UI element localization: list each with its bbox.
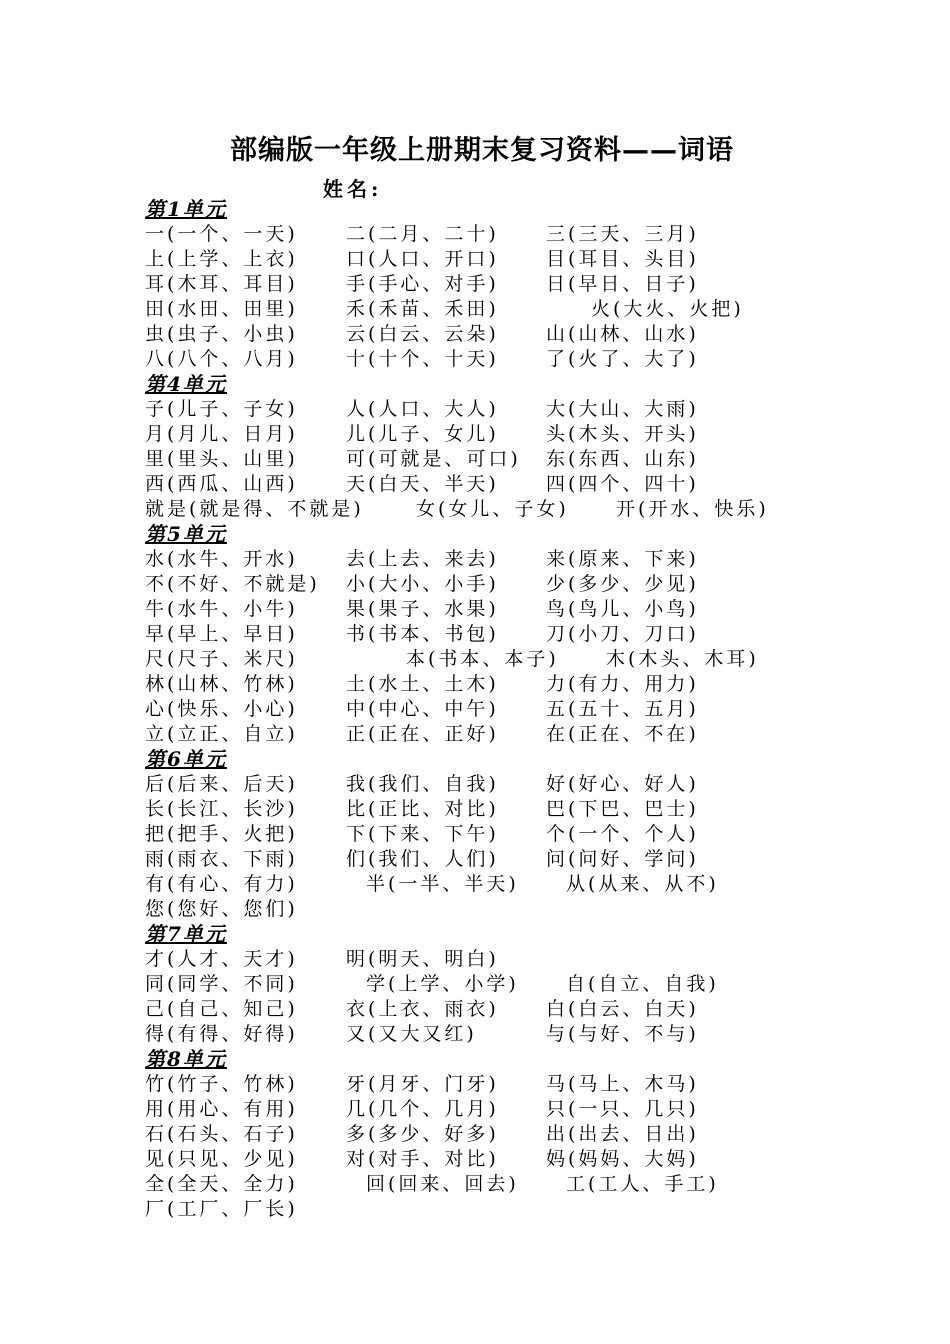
word-entry: 鸟(鸟儿、小鸟) [546, 598, 699, 620]
word-entry: 头(木头、开头) [546, 423, 699, 445]
word-row [145, 1172, 925, 1197]
word-entry: 半(一半、半天) [366, 873, 519, 895]
word-row [145, 1147, 925, 1172]
word-entry: 一(一个、一天) [145, 223, 298, 245]
word-entry: 见(只见、少见) [145, 1148, 298, 1170]
document-title: 部编版一年级上册期末复习资料——词语 [230, 135, 734, 166]
word-entry: 比(正比、对比) [346, 798, 499, 820]
word-row [145, 272, 925, 297]
word-entry: 学(上学、小学) [366, 973, 519, 995]
word-entry: 对(对手、对比) [346, 1148, 499, 1170]
word-entry: 五(五十、五月) [546, 698, 699, 720]
word-entry: 火(大火、火把) [591, 298, 744, 320]
word-entry: 回(回来、回去) [366, 1173, 519, 1195]
word-row [145, 797, 925, 822]
word-entry: 们(我们、人们) [346, 848, 499, 870]
word-row [145, 572, 925, 597]
word-row [145, 1072, 925, 1097]
word-entry: 自(自立、自我) [566, 973, 719, 995]
word-entry: 从(从来、从不) [566, 873, 719, 895]
word-entry: 后(后来、后天) [145, 773, 298, 795]
word-entry: 女(女儿、子女) [416, 498, 569, 520]
word-entry: 妈(妈妈、大妈) [546, 1148, 699, 1170]
word-entry: 开(开水、快乐) [616, 498, 769, 520]
word-entry: 只(一只、几只) [546, 1098, 699, 1120]
word-entry: 了(火了、大了) [546, 348, 699, 370]
unit-heading: 第8单元 [145, 1047, 227, 1071]
word-entry: 口(人口、开口) [346, 248, 499, 270]
word-entry: 好(好心、好人) [546, 773, 699, 795]
word-row [145, 897, 925, 922]
word-entry: 大(大山、大雨) [546, 398, 699, 420]
word-entry: 子(儿子、子女) [145, 398, 298, 420]
word-entry: 山(山林、山水) [546, 323, 699, 345]
word-entry: 西(西瓜、山西) [145, 473, 298, 495]
word-entry: 我(我们、自我) [346, 773, 499, 795]
word-row [145, 672, 925, 697]
word-entry: 石(石头、石子) [145, 1123, 298, 1145]
word-row [145, 822, 925, 847]
word-entry: 与(与好、不与) [546, 1023, 699, 1045]
word-entry: 早(早上、早日) [145, 623, 298, 645]
word-entry: 田(水田、田里) [145, 298, 298, 320]
word-entry: 牙(月牙、门牙) [346, 1073, 499, 1095]
word-row [145, 447, 925, 472]
word-row [145, 247, 925, 272]
word-entry: 本(书本、本子) [406, 648, 559, 670]
word-entry: 力(有力、用力) [546, 673, 699, 695]
word-entry: 竹(竹子、竹林) [145, 1073, 298, 1095]
word-row [145, 872, 925, 897]
word-entry: 白(白云、白天) [546, 998, 699, 1020]
word-entry: 用(用心、有用) [145, 1098, 298, 1120]
word-entry: 又(又大又红) [346, 1023, 477, 1045]
word-entry: 二(二月、二十) [346, 223, 499, 245]
word-entry: 巴(下巴、巴士) [546, 798, 699, 820]
word-entry: 虫(虫子、小虫) [145, 323, 298, 345]
word-entry: 里(里头、山里) [145, 448, 298, 470]
word-row [145, 722, 925, 747]
word-entry: 明(明天、明白) [346, 948, 499, 970]
word-entry: 心(快乐、小心) [145, 698, 298, 720]
word-entry: 衣(上衣、雨衣) [346, 998, 499, 1020]
word-entry: 果(果子、水果) [346, 598, 499, 620]
word-row [145, 1197, 925, 1222]
word-entry: 把(把手、火把) [145, 823, 298, 845]
word-row [145, 397, 925, 422]
name-label: 姓名: [323, 177, 383, 201]
word-entry: 目(耳目、头目) [546, 248, 699, 270]
word-row [145, 972, 925, 997]
unit-heading: 第5单元 [145, 522, 227, 546]
word-row [145, 472, 925, 497]
word-entry: 木(木头、木耳) [606, 648, 759, 670]
word-entry: 同(同学、不同) [145, 973, 298, 995]
word-entry: 马(马上、木马) [546, 1073, 699, 1095]
word-entry: 东(东西、山东) [546, 448, 699, 470]
word-entry: 出(出去、日出) [546, 1123, 699, 1145]
word-entry: 中(中心、中午) [346, 698, 499, 720]
word-entry: 得(有得、好得) [145, 1023, 298, 1045]
word-entry: 雨(雨衣、下雨) [145, 848, 298, 870]
word-entry: 尺(尺子、米尺) [145, 648, 298, 670]
word-entry: 人(人口、大人) [346, 398, 499, 420]
word-entry: 书(书本、书包) [346, 623, 499, 645]
word-row [145, 597, 925, 622]
vocabulary-list [145, 197, 925, 1222]
word-entry: 云(白云、云朵) [346, 323, 499, 345]
word-entry: 水(水牛、开水) [145, 548, 298, 570]
word-row [145, 547, 925, 572]
word-entry: 下(下来、下午) [346, 823, 499, 845]
unit-heading: 第1单元 [145, 197, 227, 221]
word-entry: 就是(就是得、不就是) [145, 498, 364, 520]
word-row [145, 347, 925, 372]
word-entry: 林(山林、竹林) [145, 673, 298, 695]
word-entry: 工(工人、手工) [566, 1173, 719, 1195]
word-entry: 个(一个、个人) [546, 823, 699, 845]
word-entry: 立(立正、自立) [145, 723, 298, 745]
word-entry: 可(可就是、可口) [346, 448, 521, 470]
word-entry: 厂(工厂、厂长) [145, 1198, 298, 1220]
word-entry: 儿(儿子、女儿) [346, 423, 499, 445]
word-entry: 几(几个、几月) [346, 1098, 499, 1120]
word-entry: 多(多少、好多) [346, 1123, 499, 1145]
word-entry: 在(正在、不在) [546, 723, 699, 745]
word-entry: 问(问好、学问) [546, 848, 699, 870]
word-row [145, 1097, 925, 1122]
word-entry: 四(四个、四十) [546, 473, 699, 495]
word-row [145, 322, 925, 347]
word-entry: 日(早日、日子) [546, 273, 699, 295]
word-entry: 三(三天、三月) [546, 223, 699, 245]
word-row [145, 497, 925, 522]
word-entry: 来(原来、下来) [546, 548, 699, 570]
word-row [145, 772, 925, 797]
word-entry: 小(大小、小手) [346, 573, 499, 595]
word-entry: 牛(水牛、小牛) [145, 598, 298, 620]
word-entry: 天(白天、半天) [346, 473, 499, 495]
word-row [145, 1122, 925, 1147]
word-entry: 月(月儿、日月) [145, 423, 298, 445]
word-entry: 己(自己、知己) [145, 998, 298, 1020]
word-row [145, 1022, 925, 1047]
word-row [145, 997, 925, 1022]
word-entry: 少(多少、少见) [546, 573, 699, 595]
word-entry: 上(上学、上衣) [145, 248, 298, 270]
word-row [145, 297, 925, 322]
word-entry: 有(有心、有力) [145, 873, 298, 895]
unit-heading: 第7单元 [145, 922, 227, 946]
word-row [145, 622, 925, 647]
unit-heading: 第4单元 [145, 372, 227, 396]
word-entry: 长(长江、长沙) [145, 798, 298, 820]
word-row [145, 697, 925, 722]
word-entry: 不(不好、不就是) [145, 573, 320, 595]
word-entry: 八(八个、八月) [145, 348, 298, 370]
word-entry: 去(上去、来去) [346, 548, 499, 570]
word-entry: 全(全天、全力) [145, 1173, 298, 1195]
word-row [145, 947, 925, 972]
word-row [145, 422, 925, 447]
word-entry: 刀(小刀、刀口) [546, 623, 699, 645]
word-entry: 土(水土、土木) [346, 673, 499, 695]
word-row [145, 222, 925, 247]
word-entry: 禾(禾苗、禾田) [346, 298, 499, 320]
word-entry: 正(正在、正好) [346, 723, 499, 745]
unit-heading: 第6单元 [145, 747, 227, 771]
word-entry: 十(十个、十天) [346, 348, 499, 370]
word-row [145, 847, 925, 872]
word-entry: 耳(木耳、耳目) [145, 273, 298, 295]
word-entry: 您(您好、您们) [145, 898, 298, 920]
word-entry: 手(手心、对手) [346, 273, 499, 295]
word-row [145, 647, 925, 672]
word-entry: 才(人才、天才) [145, 948, 298, 970]
